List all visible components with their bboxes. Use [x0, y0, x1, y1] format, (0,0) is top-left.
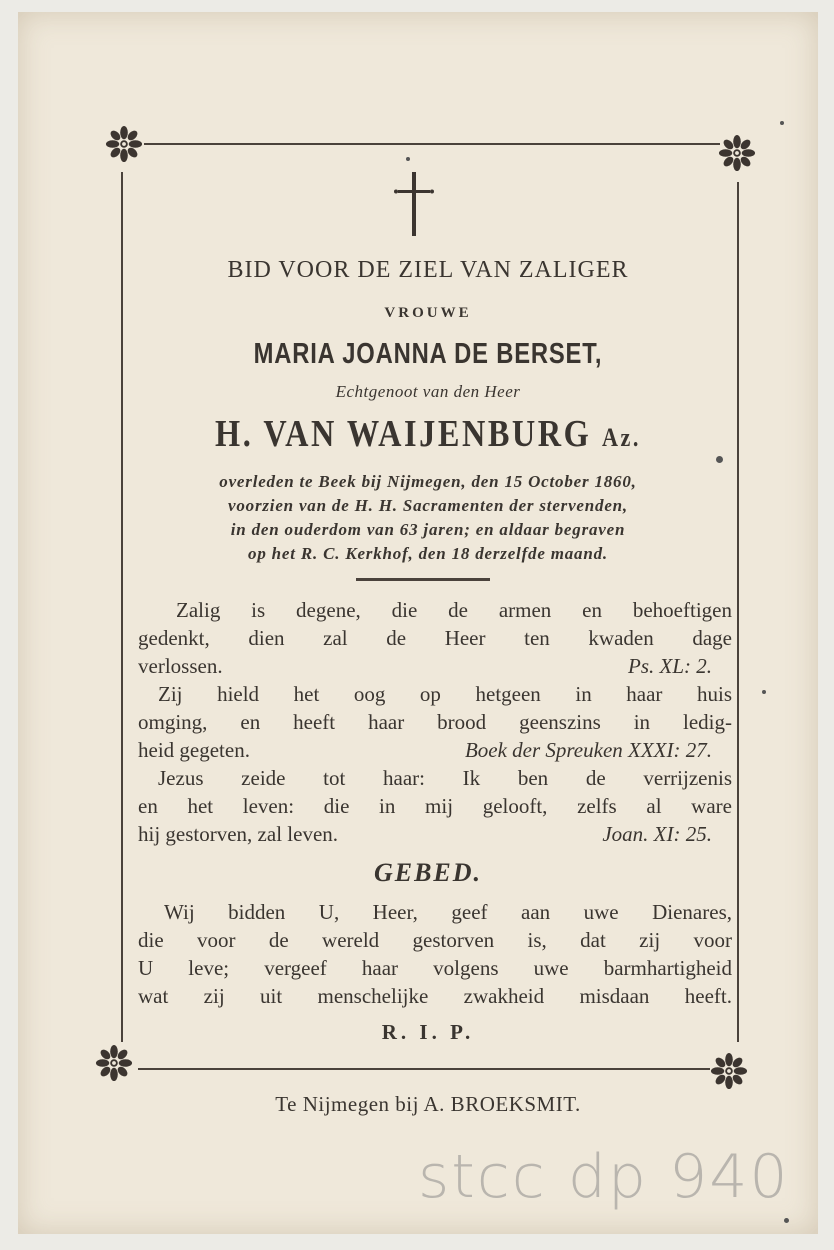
verse-reference: Joan. XI: 25. — [602, 822, 712, 846]
spouse-suffix: Az. — [601, 423, 641, 452]
detail-line: overleden te Beek bij Nijmegen, den 15 October 1860, — [219, 472, 637, 491]
verse-reference: Ps. XL: 2. — [628, 654, 712, 678]
rosette-ornament-icon — [718, 134, 756, 172]
paper-speck — [784, 1218, 789, 1223]
rosette-ornament-icon — [95, 1044, 133, 1082]
detail-line: voorzien van de H. H. Sacramenten der stervenden, — [228, 496, 628, 515]
paper-speck — [716, 456, 723, 463]
prayer-line: die voor de wereld gestorven is, dat zij voor — [138, 928, 732, 952]
verse-line: heid gegeten. — [138, 738, 250, 762]
cross-icon — [394, 172, 434, 236]
spouse-intro: Echtgenoot van den Heer — [335, 382, 521, 401]
deceased-name: MARIA JOANNA DE BERSET, — [253, 338, 603, 370]
spouse-line — [165, 412, 692, 456]
divider — [356, 578, 490, 581]
printer-line: Te Nijmegen bij A. BROEKSMIT. — [275, 1092, 581, 1116]
detail-line: in den ouderdom van 63 jaren; en aldaar begraven — [230, 520, 626, 539]
prayer-line: U leve; vergeef haar volgens uwe barmhartigheid — [138, 956, 732, 980]
verse-line: gedenkt, dien zal de Heer ten kwaden dage — [138, 626, 732, 650]
frame-left-line — [121, 172, 123, 1042]
verse-line: en het leven: die in mij gelooft, zelfs al ware — [138, 794, 732, 818]
paper-speck — [780, 121, 784, 125]
frame-bottom-line — [138, 1068, 710, 1070]
verse-line: hij gestorven, zal leven. — [138, 822, 339, 846]
paper-speck — [406, 157, 410, 161]
verse-line: Zij hield het oog op hetgeen in haar huis — [158, 682, 732, 706]
verse-line: verlossen. — [138, 654, 223, 678]
detail-line: op het R. C. Kerkhof, den 18 derzelfde maand. — [248, 544, 608, 563]
verse-line: Jezus zeide tot haar: Ik ben de verrijzenis — [158, 766, 732, 790]
frame-top-line — [144, 143, 720, 145]
handwritten-note: stcc dp 940 — [418, 1142, 790, 1212]
verse-line: omging, en heeft haar brood geenszins in ledig- — [138, 710, 732, 734]
prayer-line: Wij bidden U, Heer, geef aan uwe Dienares, — [164, 900, 732, 924]
prayer-line: wat zij uit menschelijke zwakheid misdaan heeft. — [138, 984, 732, 1008]
subheading: VROUWE — [384, 305, 472, 321]
spouse-name: H. VAN WAIJENBURG — [215, 413, 592, 455]
verse-reference: Boek der Spreuken XXXI: 27. — [464, 738, 712, 762]
rosette-ornament-icon — [105, 125, 143, 163]
rosette-ornament-icon — [710, 1052, 748, 1090]
prayer-title: GEBED. — [373, 858, 483, 887]
heading: BID VOOR DE ZIEL VAN ZALIGER — [227, 257, 629, 283]
verse-line: Zalig is degene, die de armen en behoeftigen — [176, 598, 732, 622]
rip: R. I. P. — [381, 1020, 475, 1044]
paper-speck — [762, 690, 766, 694]
memorial-card — [18, 12, 818, 1234]
